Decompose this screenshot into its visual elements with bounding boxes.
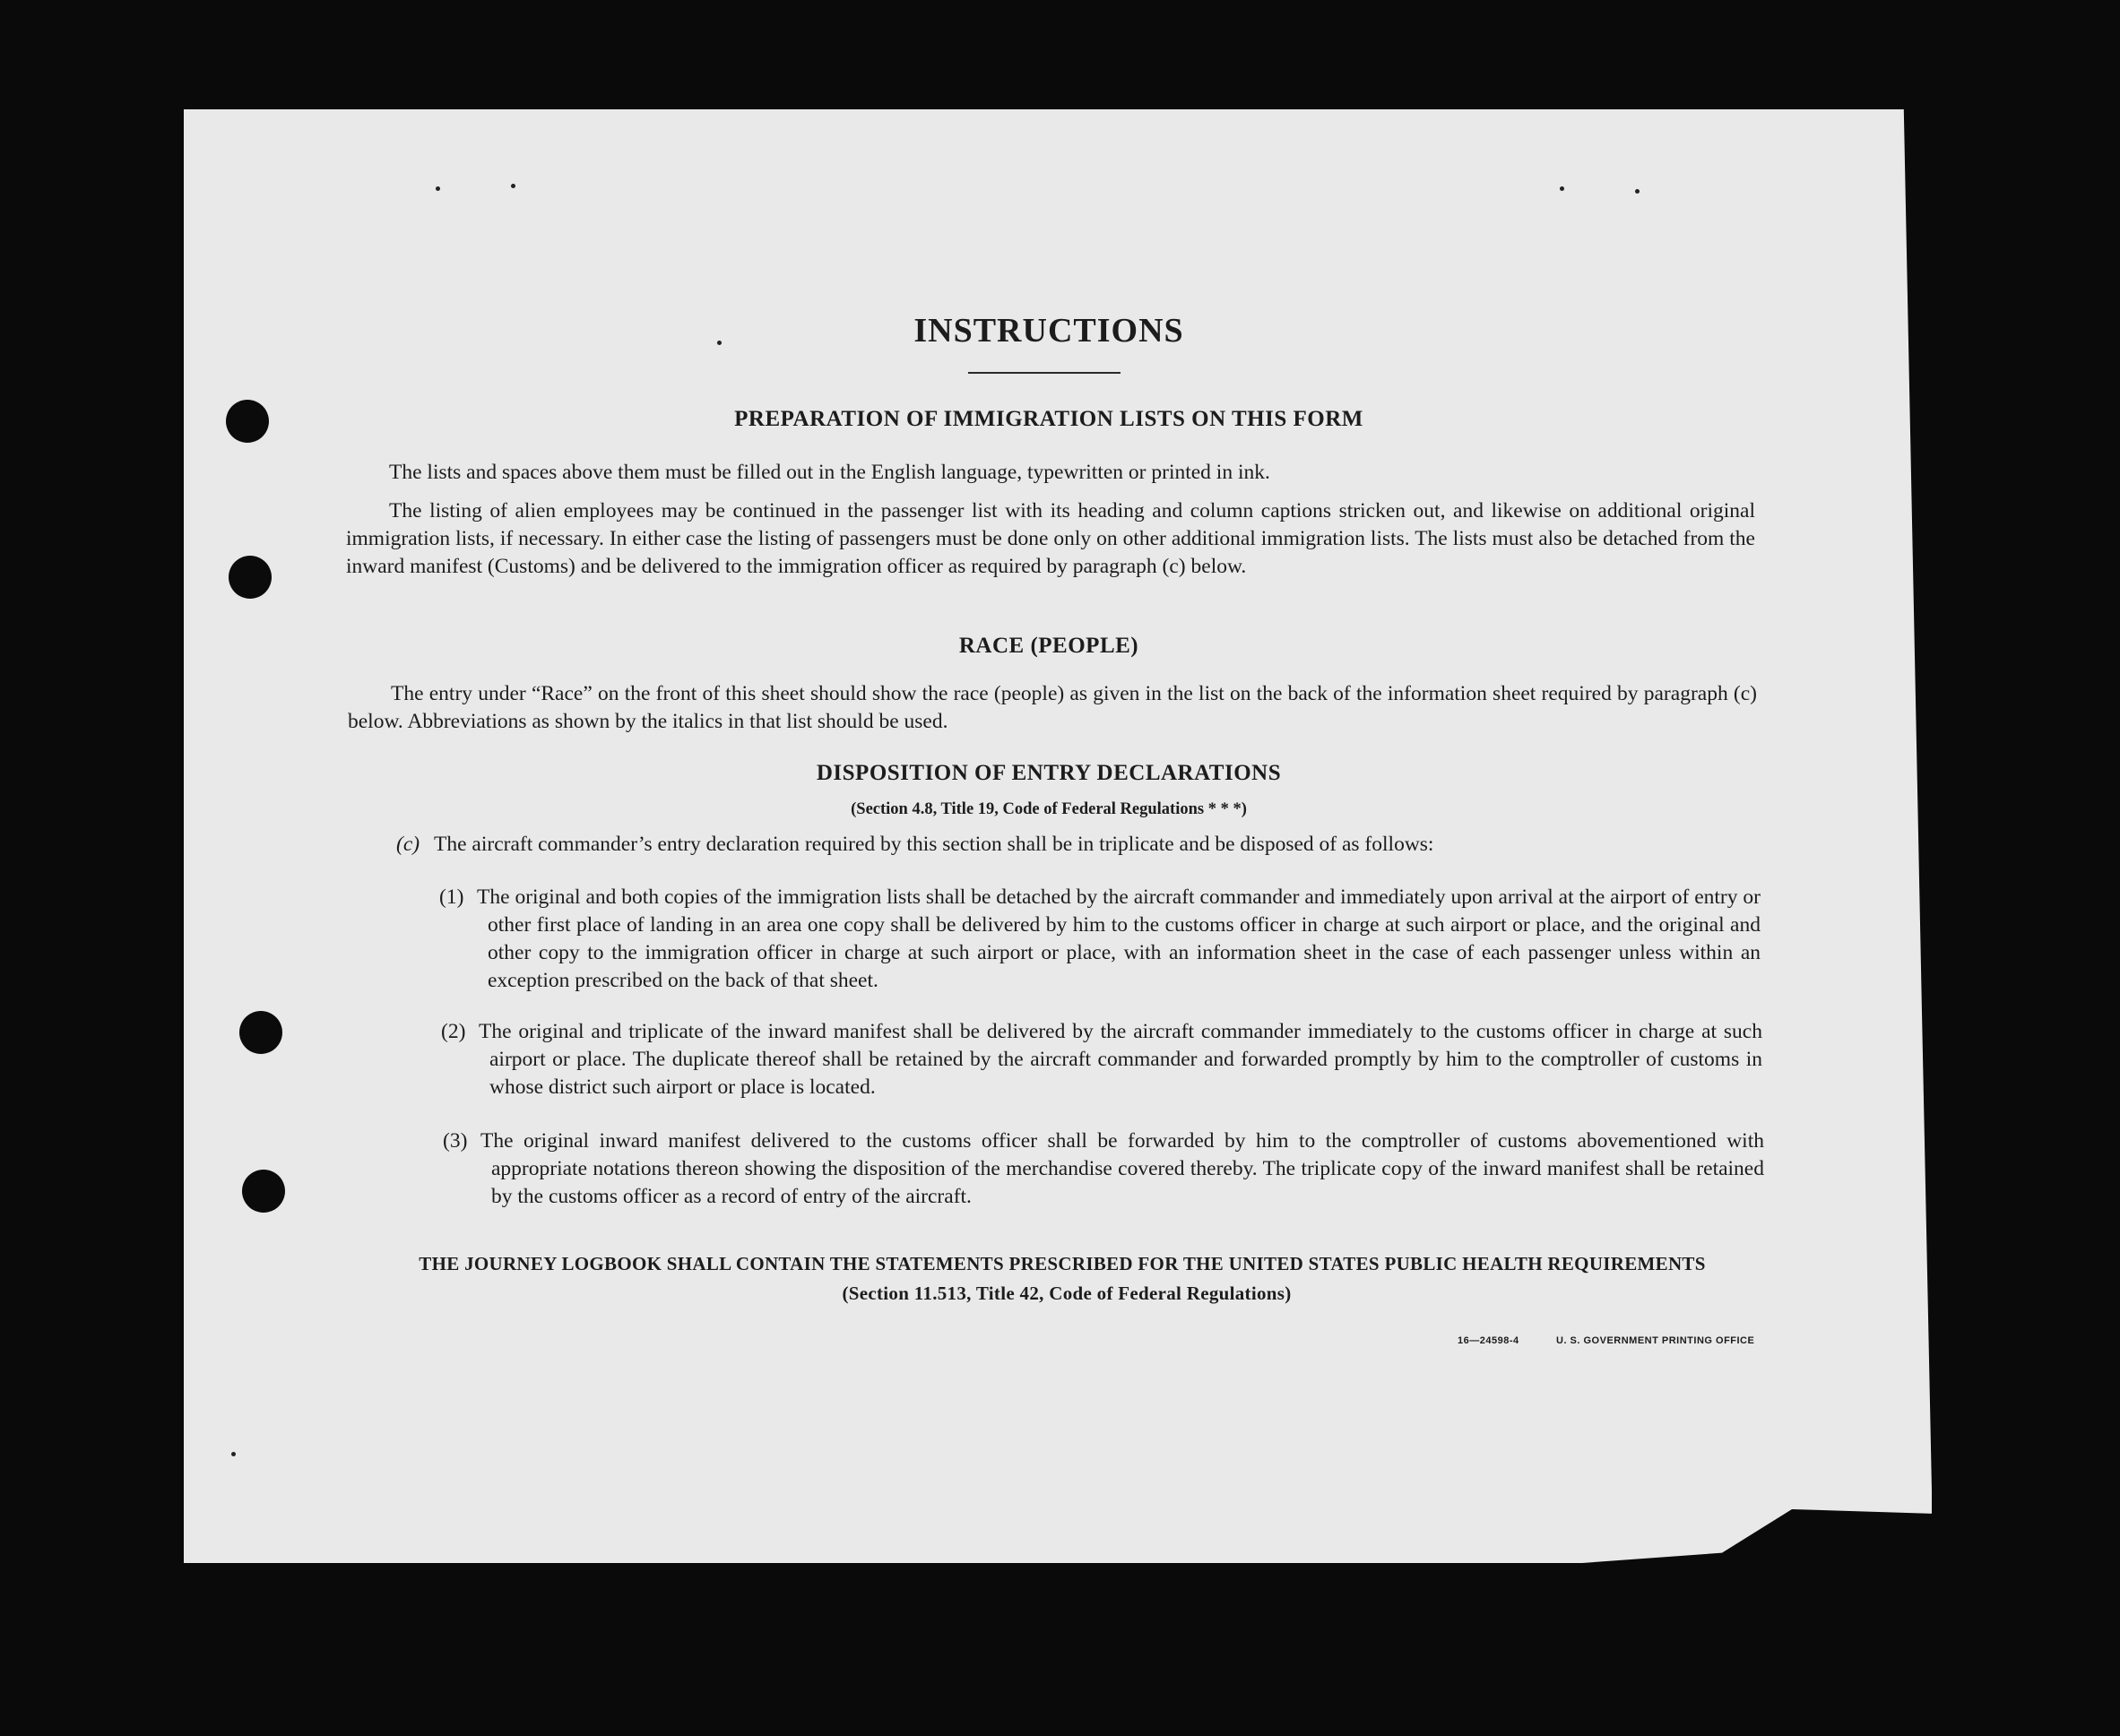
prep-para-2: The listing of alien employees may be continued in the passenger list with its heading and column captions stricken out, and likewise on additional original immigration lists, if necessary. In either case the listing of passengers must be done only on other additional immigration lists. The lists must also be detached from the inward manifest (Customs) and be delivered to the immigration officer as required by paragraph (c) below. (346, 499, 1755, 578)
speck (231, 1452, 236, 1456)
title-rule (968, 372, 1121, 374)
form-number: 16—24598-4 (1458, 1335, 1519, 1346)
item-text: The original and triplicate of the inward manifest shall be delivered by the aircraft commander immediately to the customs officer in charge at such airport or place. The duplicate thereof shall be retained by the aircraft commander and forwarded promptly by him to the comptroller of customs in whose district such airport or place is located. (479, 1020, 1762, 1099)
intro-marker: (c) (396, 833, 420, 856)
item-marker: (1) (439, 885, 464, 909)
prep-para-1: The lists and spaces above them must be filled out in the English language, typewritten or printed in ink. (389, 461, 1270, 484)
item-marker: (3) (443, 1129, 468, 1153)
disposition-heading: DISPOSITION OF ENTRY DECLARATIONS (816, 761, 1282, 785)
page-title: INSTRUCTIONS (913, 312, 1184, 350)
punch-hole-4 (242, 1170, 285, 1213)
prep-heading: PREPARATION OF IMMIGRATION LISTS ON THIS FORM (734, 407, 1363, 431)
printer-imprint: U. S. GOVERNMENT PRINTING OFFICE (1556, 1335, 1755, 1346)
race-para: The entry under “Race” on the front of this sheet should show the race (people) as given in the list on the back of the information sheet required by paragraph (c) below. Abbreviations as shown by the italics in that list should be used. (348, 682, 1757, 733)
race-heading: RACE (PEOPLE) (958, 634, 1139, 658)
punch-hole-1 (226, 400, 269, 443)
intro-text: The aircraft commander’s entry declaration required by this section shall be in triplicate and be disposed of as follows: (434, 833, 1434, 856)
speck (436, 186, 440, 191)
punch-hole-3 (239, 1011, 282, 1054)
disposition-citation: (Section 4.8, Title 19, Code of Federal Regulations * * *) (851, 800, 1247, 818)
speck (511, 184, 515, 188)
footer-citation: (Section 11.513, Title 42, Code of Federal Regulations) (842, 1283, 1292, 1304)
speck (1560, 186, 1564, 191)
speck (1635, 189, 1640, 194)
item-marker: (2) (441, 1020, 466, 1043)
item-text: The original inward manifest delivered to the customs officer shall be forwarded by him to the comptroller of customs abovementioned with appropriate notations thereon showing the disposition of the merchandise covered thereby. The triplicate copy of the inward manifest shall be retained by the customs officer as a record of entry of the aircraft. (480, 1129, 1764, 1208)
speck (717, 341, 722, 345)
footer-statement: THE JOURNEY LOGBOOK SHALL CONTAIN THE STATEMENTS PRESCRIBED FOR THE UNITED STATES PUBLIC HEALTH REQUIREMENTS (419, 1253, 1706, 1274)
punch-hole-2 (229, 556, 272, 599)
item-text: The original and both copies of the immigration lists shall be detached by the aircraft commander and immediately upon arrival at the airport of entry or other first place of landing in an area one copy shall be delivered by him to the customs officer in charge at such airport or place, and the original and other copy to the immigration officer in charge at such airport or place, with an information sheet in the case of each passenger unless within an exception prescribed on the back of that sheet. (477, 885, 1761, 992)
